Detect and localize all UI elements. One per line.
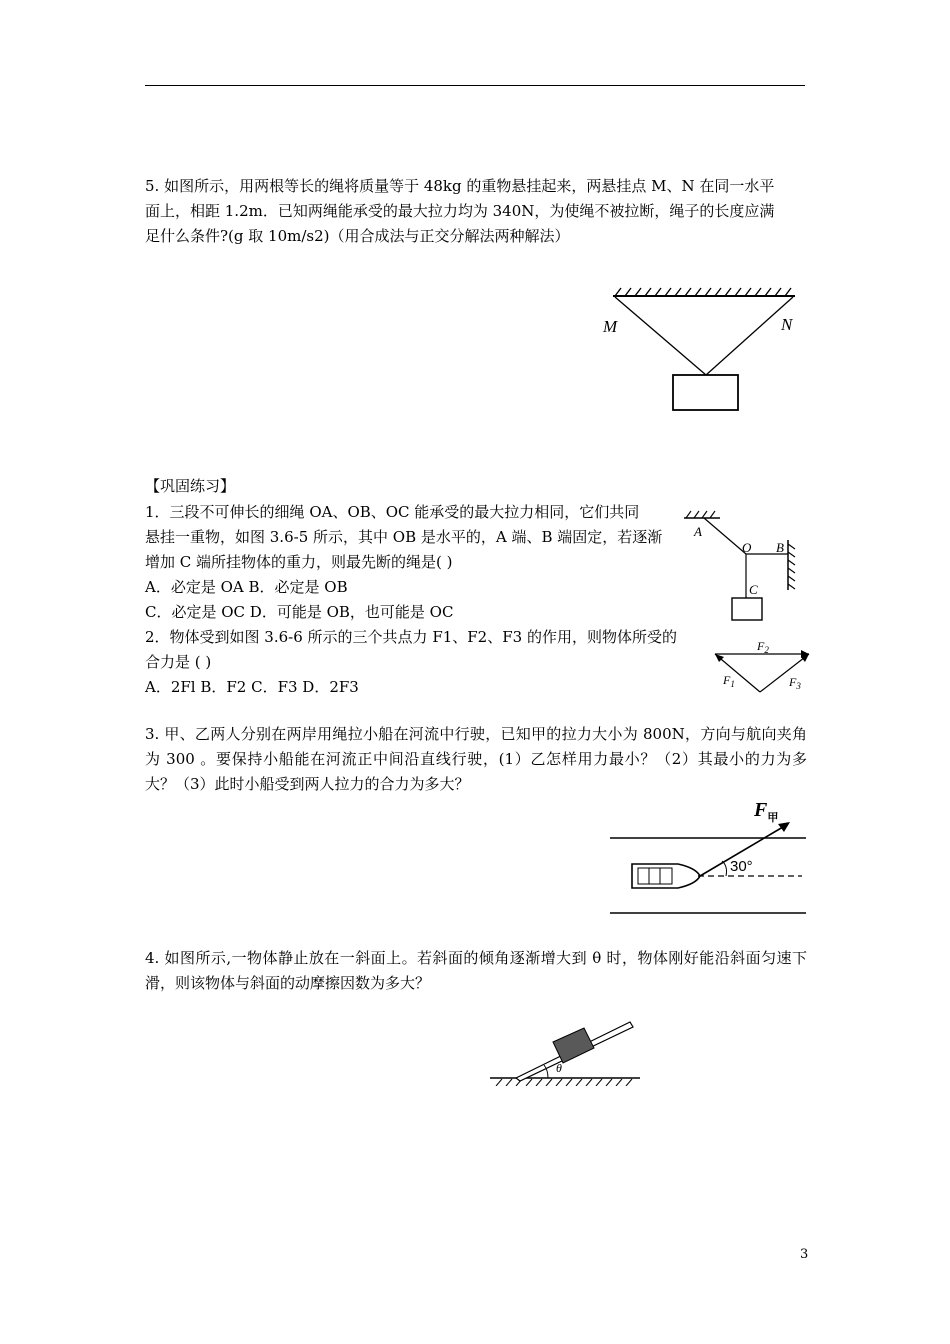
p2-line-2: 合力是 ( ) (145, 653, 212, 671)
question-5-text (145, 174, 807, 249)
p1-line-2: 悬挂一重物，如图 3.6-5 所示，其中 OB 是水平的，A 端、B 端固定，若逐渐 (145, 528, 663, 546)
p1-line-1: 1．三段不可伸长的细绳 OA、OB、OC 能承受的最大拉力相同，它们共同 (145, 503, 640, 521)
sub-f2: 2 (764, 645, 769, 655)
force-label: F (754, 799, 768, 821)
label-m: M (603, 317, 618, 336)
p4-text: 4. 如图所示,一物体静止放在一斜面上。若斜面的倾角逐渐增大到 θ 时，物体刚好能沿斜面匀速下滑，则该物体与斜面的动摩擦因数为多大？ (145, 949, 807, 992)
svg-text:F2 (756, 639, 769, 655)
force-subscript: 甲 (767, 811, 779, 824)
q5-line-3: 足什么条件?(g 取 10m/s2)（用合成法与正交分解法两种解法） (145, 227, 570, 245)
label-f3: F (789, 675, 797, 689)
q5-hanging-weight-figure (595, 282, 805, 417)
p2-line-3: A．2Fl B．F2 C．F3 D．2F3 (145, 678, 359, 696)
label-a: A (694, 524, 702, 539)
p2-force-triangle-figure (705, 634, 815, 698)
q5-line-2: 面上，相距 1.2m．已知两绳能承受的最大拉力均为 340N，为使绳不被拉断，绳子的长度应满 (145, 202, 775, 220)
svg-text:F1 (722, 673, 735, 689)
p2-line-1: 2．物体受到如图 3.6-6 所示的三个共点力 F1、F2、F3 的作用，则物体所受的 (145, 628, 677, 646)
label-c: C (749, 582, 758, 597)
p3-text: 3. 甲、乙两人分别在两岸用绳拉小船在河流中行驶，已知甲的拉力大小为 800N，方向与航向夹角为 300 。要保持小船能在河流正中间沿直线行驶，(1）乙怎样用力最小？（2）其最小的力为多大？（3）此时小船受到两人拉力的合力为多大？ (145, 725, 807, 793)
label-f2: F (757, 639, 765, 653)
svg-text:F3 (788, 675, 801, 691)
p4-incline-figure (490, 1008, 640, 1086)
q5-line-1: 5. 如图所示，用两根等长的绳将质量等于 48kg 的重物悬挂起来，两悬挂点 M、N 在同一水平 (145, 177, 775, 195)
theta-label: θ (556, 1061, 562, 1075)
sub-f3: 3 (796, 681, 801, 691)
page-number: 3 (800, 1247, 809, 1262)
label-o: O (742, 540, 752, 555)
p1-line-4: A．必定是 OA B．必定是 OB (145, 578, 348, 596)
section-title: 【巩固练习】 (145, 477, 236, 495)
p1-three-ropes-figure (680, 508, 800, 626)
sub-f1: 1 (730, 679, 735, 689)
angle-label: 30° (730, 858, 753, 875)
svg-text:F甲 (753, 799, 778, 824)
label-n: N (781, 315, 793, 334)
p3-boat-figure (610, 794, 810, 920)
label-b: B (776, 540, 784, 555)
label-f1: F (723, 673, 731, 687)
header-rule (145, 85, 805, 86)
p1-line-5: C．必定是 OC D．可能是 OB，也可能是 OC (145, 603, 454, 621)
p1-line-3: 增加 C 端所挂物体的重力，则最先断的绳是( ) (145, 553, 453, 571)
